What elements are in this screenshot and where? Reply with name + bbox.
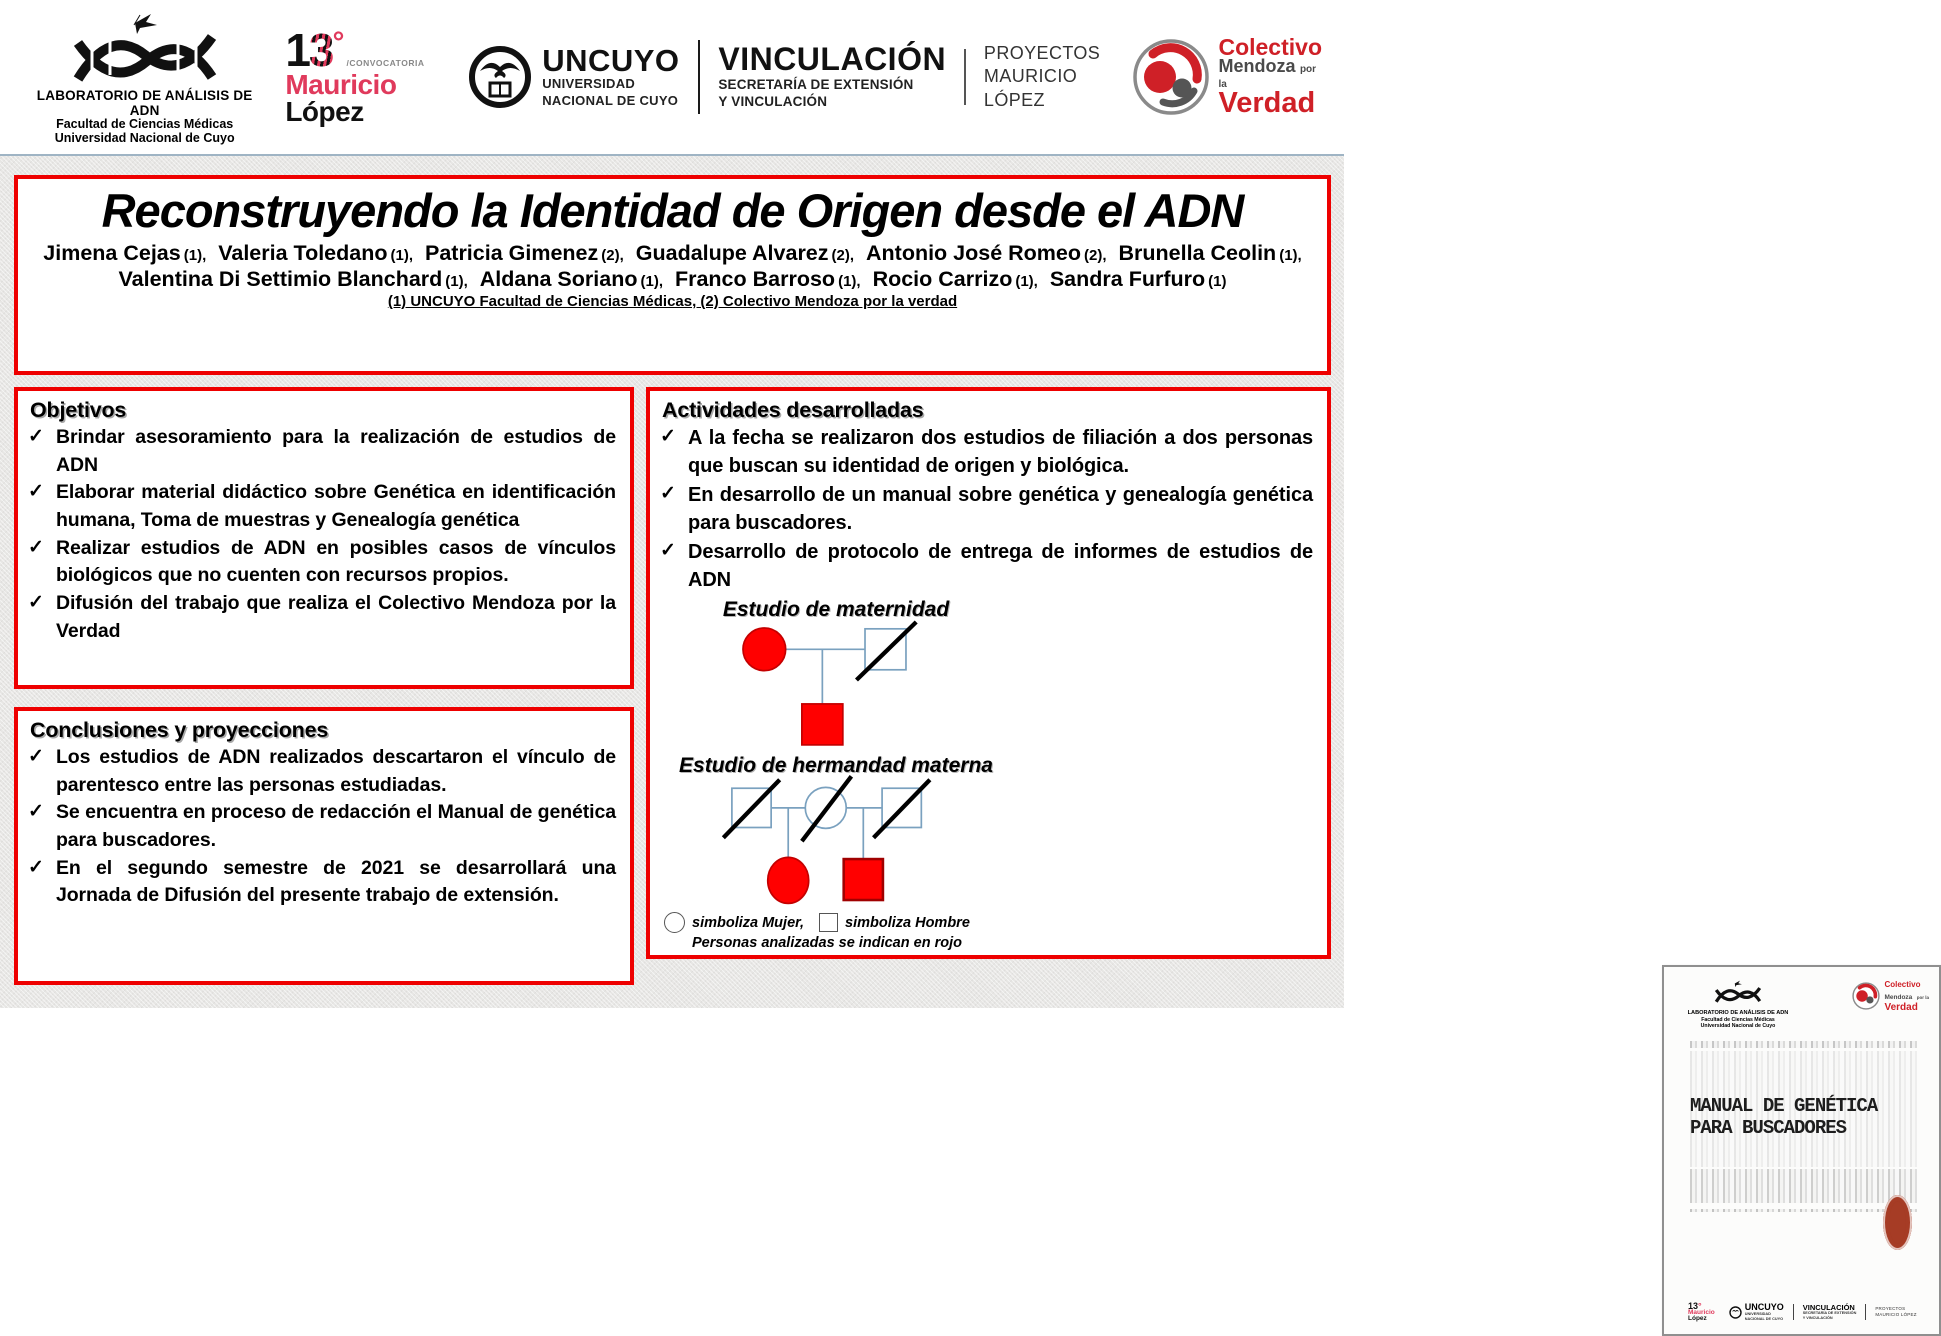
- dna-helix-bird-icon: [70, 9, 220, 89]
- objetivos-heading: Objetivos: [30, 398, 127, 422]
- legend-male-square-icon: [819, 913, 838, 932]
- convocatoria-number: [285, 23, 434, 76]
- affiliations-line: (1) UNCUYO Facultad de Ciencias Médicas, (2) Colectivo Mendoza por la verdad: [387, 293, 958, 311]
- cover-uncuyo-acronym: UNCUYO: [1744, 1302, 1784, 1313]
- legend-female-label: simboliza Mujer,: [692, 914, 804, 931]
- colectivo-word3: Verdad: [1218, 87, 1316, 120]
- author-name: Sandra Furfuro: [1049, 266, 1206, 291]
- author-name: Antonio José Romeo: [866, 240, 1082, 265]
- legend-female-circle-icon: [664, 912, 685, 933]
- cover-colectivo-logo: [1852, 981, 1929, 1012]
- author-name: Aldana Soriano: [479, 266, 638, 291]
- author-affiliation-number: (2),: [1084, 246, 1107, 264]
- cover-lab-logo: [1678, 979, 1798, 1029]
- check-icon: ✓: [660, 539, 676, 561]
- author: [675, 267, 861, 291]
- check-icon: ✓: [660, 426, 676, 447]
- actividades-item: [650, 538, 1327, 595]
- cover-colectivo-word3: Verdad: [1884, 1001, 1918, 1013]
- convocatoria-label: /CONVOCATORIA: [346, 57, 425, 68]
- conclusiones-item-text: En el segundo semestre de 2021 se desarrollará una Jornada de Difusión del presente trabajo de extensión.: [56, 856, 616, 907]
- objetivos-item: [18, 479, 630, 534]
- objetivos-box: [14, 387, 634, 689]
- check-icon: ✓: [28, 536, 44, 558]
- author-name: Franco Barroso: [674, 266, 836, 291]
- degree-sign: °: [1698, 1301, 1702, 1312]
- lab-university: Universidad Nacional de Cuyo: [54, 130, 235, 145]
- conclusiones-item-text: Se encuentra en proceso de redacción el Manual de genética para buscadores.: [56, 801, 616, 852]
- maternity-pedigree-diagram: [720, 622, 952, 750]
- proyectos-block: [984, 42, 1133, 112]
- lab-name: LABORATORIO DE ANÁLISIS DE ADN: [36, 87, 253, 118]
- uncuyo-line2: NACIONAL DE CUYO: [542, 92, 679, 108]
- cover-vinculacion-title: VINCULACIÓN: [1802, 1302, 1855, 1312]
- cover-colectivo-word2b: por la: [1916, 995, 1929, 1001]
- digit-3: 3: [1693, 1301, 1699, 1312]
- author-affiliation-number: (1),: [838, 272, 861, 290]
- lab-logo-block: [26, 9, 263, 145]
- digit-1: 1: [285, 23, 309, 76]
- authors-line: [18, 238, 1327, 292]
- vinculacion-logo-block: [718, 43, 946, 110]
- check-icon: ✓: [660, 482, 676, 504]
- author: [480, 267, 663, 291]
- cover-lab-name: LABORATORIO DE ANÁLISIS DE ADN: [1687, 1010, 1789, 1017]
- author-affiliation-number: (1),: [1015, 272, 1038, 290]
- objetivos-item-text: Difusión del trabajo que realiza el Colectivo Mendoza por la Verdad: [56, 592, 616, 642]
- mother-circle-red: [743, 628, 786, 671]
- actividades-item-text: En desarrollo de un manual sobre genética y genealogía genética para buscadores.: [688, 483, 1313, 535]
- daughter-circle-red: [768, 858, 809, 904]
- author-affiliation-number: (1),: [1279, 246, 1302, 264]
- author: [636, 241, 854, 265]
- proyectos-line1: PROYECTOS: [983, 42, 1101, 63]
- check-icon: ✓: [28, 746, 44, 767]
- author-affiliation-number: (1),: [183, 246, 207, 264]
- cover-convocatoria-logo: [1688, 1302, 1715, 1322]
- check-icon: ✓: [28, 801, 44, 823]
- author-name: Guadalupe Alvarez: [635, 240, 829, 265]
- lopez-text: López: [285, 95, 364, 127]
- objetivos-item-text: Brindar asesoramiento para la realización de estudios de ADN: [56, 426, 616, 476]
- author-name: Brunella Ceolin: [1118, 240, 1277, 265]
- check-icon: ✓: [28, 592, 44, 614]
- author-name: Valentina Di Settimio Blanchard: [118, 266, 443, 291]
- objetivos-item: [18, 590, 630, 645]
- maternal-siblingship-pedigree-diagram: [702, 778, 970, 906]
- author: [1119, 241, 1302, 265]
- pedigree-diagrams: [650, 598, 1022, 951]
- conclusiones-item: [18, 744, 630, 799]
- son-square-red: [802, 704, 843, 745]
- check-icon: ✓: [28, 481, 44, 503]
- actividades-box: [646, 387, 1929, 1323]
- uncuyo-emblem-icon: [1729, 1306, 1742, 1319]
- mauricio-text: Mauricio: [285, 69, 397, 101]
- legend-male-label: simboliza Hombre: [845, 914, 970, 931]
- cover-proyectos-block: [1875, 1306, 1916, 1318]
- author: [218, 241, 413, 265]
- colectivo-emblem-icon: [1132, 38, 1210, 116]
- title-box: [14, 175, 1331, 375]
- cover-footer-logos: [1688, 1302, 1925, 1322]
- lab-faculty: Facultad de Ciencias Médicas: [56, 117, 234, 132]
- header-logo-band: [0, 0, 1344, 156]
- conclusiones-box: [14, 707, 634, 985]
- cover-footer-separator: [1793, 1304, 1794, 1320]
- legend-note: Personas analizadas se indican en rojo: [692, 935, 962, 952]
- author: [866, 241, 1107, 265]
- colectivo-word2: Mendoza: [1218, 56, 1296, 77]
- author-affiliation-number: (1): [1208, 272, 1227, 290]
- colectivo-word2b: por la: [1218, 64, 1317, 90]
- actividades-item-text: A la fecha se realizaron dos estudios de filiación a dos personas que buscan su identidad de origen y biológica.: [688, 427, 1313, 478]
- objetivos-item: [18, 535, 630, 590]
- author-affiliation-number: (1),: [640, 272, 663, 290]
- cover-title-line1: MANUAL DE GENÉTICA: [1690, 1095, 1878, 1117]
- objetivos-list: [18, 424, 630, 646]
- author: [1050, 267, 1227, 291]
- digit-3-striped: 3: [308, 23, 333, 76]
- uncuyo-emblem-icon: [468, 45, 532, 109]
- conclusiones-item: [18, 799, 630, 854]
- cover-footer-separator: [1865, 1304, 1866, 1320]
- actividades-list: [650, 424, 1327, 594]
- actividades-item: [650, 424, 1327, 481]
- cover-uncuyo-line2: NACIONAL DE CUYO: [1744, 1316, 1784, 1321]
- convocatoria-logo: [285, 23, 434, 127]
- gel-band: [1690, 1169, 1917, 1203]
- proyectos-line2: MAURICIO LÓPEZ: [983, 66, 1078, 110]
- check-icon: ✓: [28, 856, 44, 878]
- author-name: Rocio Carrizo: [872, 266, 1013, 291]
- gel-band: [1690, 1209, 1917, 1212]
- uncuyo-acronym: UNCUYO: [542, 43, 680, 79]
- cover-uncuyo-logo: [1729, 1303, 1784, 1321]
- author-name: Valeria Toledano: [218, 240, 388, 265]
- cover-vinculacion-line1: SECRETARÍA DE EXTENSIÓN: [1802, 1311, 1857, 1316]
- degree-sign: °: [332, 25, 345, 59]
- author-affiliation-number: (1),: [390, 246, 413, 264]
- cover-lab-university: Universidad Nacional de Cuyo: [1700, 1023, 1776, 1030]
- digit-1: 1: [1688, 1301, 1694, 1312]
- pedigree-legend: [650, 906, 1022, 951]
- cover-proyectos-line1: PROYECTOS: [1875, 1306, 1906, 1312]
- dna-helix-bird-icon: [1712, 979, 1764, 1005]
- uncuyo-line1: UNIVERSIDAD: [542, 76, 636, 92]
- uncuyo-logo-block: [468, 45, 679, 109]
- author-affiliation-number: (2),: [831, 246, 855, 264]
- author-name: Jimena Cejas: [43, 240, 181, 265]
- cover-lopez-text: López: [1688, 1315, 1707, 1323]
- author: [425, 241, 624, 265]
- colectivo-logo-block: [1132, 33, 1322, 120]
- author: [119, 267, 468, 291]
- vinculacion-line2: Y VINCULACIÓN: [718, 93, 828, 109]
- cover-colectivo-word1: Colectivo: [1884, 980, 1921, 989]
- vinculacion-line1: SECRETARÍA DE EXTENSIÓN: [718, 76, 914, 92]
- cover-vinculacion-logo: [1803, 1304, 1857, 1321]
- objetivos-item: [18, 424, 630, 479]
- author: [43, 241, 206, 265]
- colectivo-word1: Colectivo: [1218, 33, 1322, 60]
- author-affiliation-number: (2),: [601, 246, 624, 264]
- author-name: Patricia Gimenez: [424, 240, 599, 265]
- poster-title: Reconstruyendo la Identidad de Origen desde el ADN: [101, 184, 1244, 237]
- manual-book-cover: [1662, 965, 1941, 1336]
- cover-vinculacion-line2: Y VINCULACIÓN: [1802, 1315, 1833, 1320]
- check-icon: ✓: [28, 426, 44, 447]
- cover-title: [1690, 1095, 1877, 1140]
- actividades-item: [650, 481, 1327, 538]
- conclusiones-list: [18, 744, 630, 910]
- maternal-siblingship-study-title: Estudio de hermandad materna: [679, 754, 993, 778]
- colectivo-emblem-icon: [1852, 982, 1880, 1010]
- cover-colectivo-word2: Mendoza: [1884, 994, 1913, 1002]
- cover-mauricio-text: Mauricio: [1688, 1309, 1715, 1317]
- actividades-item-text: Desarrollo de protocolo de entrega de informes de estudios de ADN: [688, 540, 1313, 591]
- fingerprint-seal: [1883, 1195, 1912, 1250]
- cover-lab-faculty: Facultad de Ciencias Médicas: [1701, 1016, 1775, 1023]
- cover-uncuyo-line1: UNIVERSIDAD: [1744, 1312, 1771, 1317]
- header-separator-gray: [964, 49, 966, 105]
- objetivos-item-text: Realizar estudios de ADN en posibles casos de vínculos biológicos que no cuenten con recursos propios.: [56, 536, 616, 587]
- conclusiones-item-text: Los estudios de ADN realizados descartaron el vínculo de parentesco entre las personas estudiadas.: [56, 746, 616, 796]
- actividades-heading: Actividades desarrolladas: [662, 398, 924, 422]
- conclusiones-heading: Conclusiones y proyecciones: [30, 718, 329, 742]
- maternity-study-title: Estudio de maternidad: [722, 598, 950, 622]
- objetivos-item-text: Elaborar material didáctico sobre Genética en identificación humana, Toma de muestras y Genealogía genética: [56, 481, 616, 532]
- gel-band: [1690, 1041, 1917, 1048]
- header-separator-dark: [698, 40, 701, 114]
- son-square-red: [844, 859, 883, 900]
- author: [873, 267, 1038, 291]
- vinculacion-title: VINCULACIÓN: [718, 41, 947, 78]
- cover-title-line2: PARA BUSCADORES: [1690, 1117, 1847, 1140]
- author-affiliation-number: (1),: [445, 272, 468, 290]
- cover-proyectos-line2: MAURICIO LÓPEZ: [1875, 1312, 1917, 1318]
- conclusiones-item: [18, 855, 630, 910]
